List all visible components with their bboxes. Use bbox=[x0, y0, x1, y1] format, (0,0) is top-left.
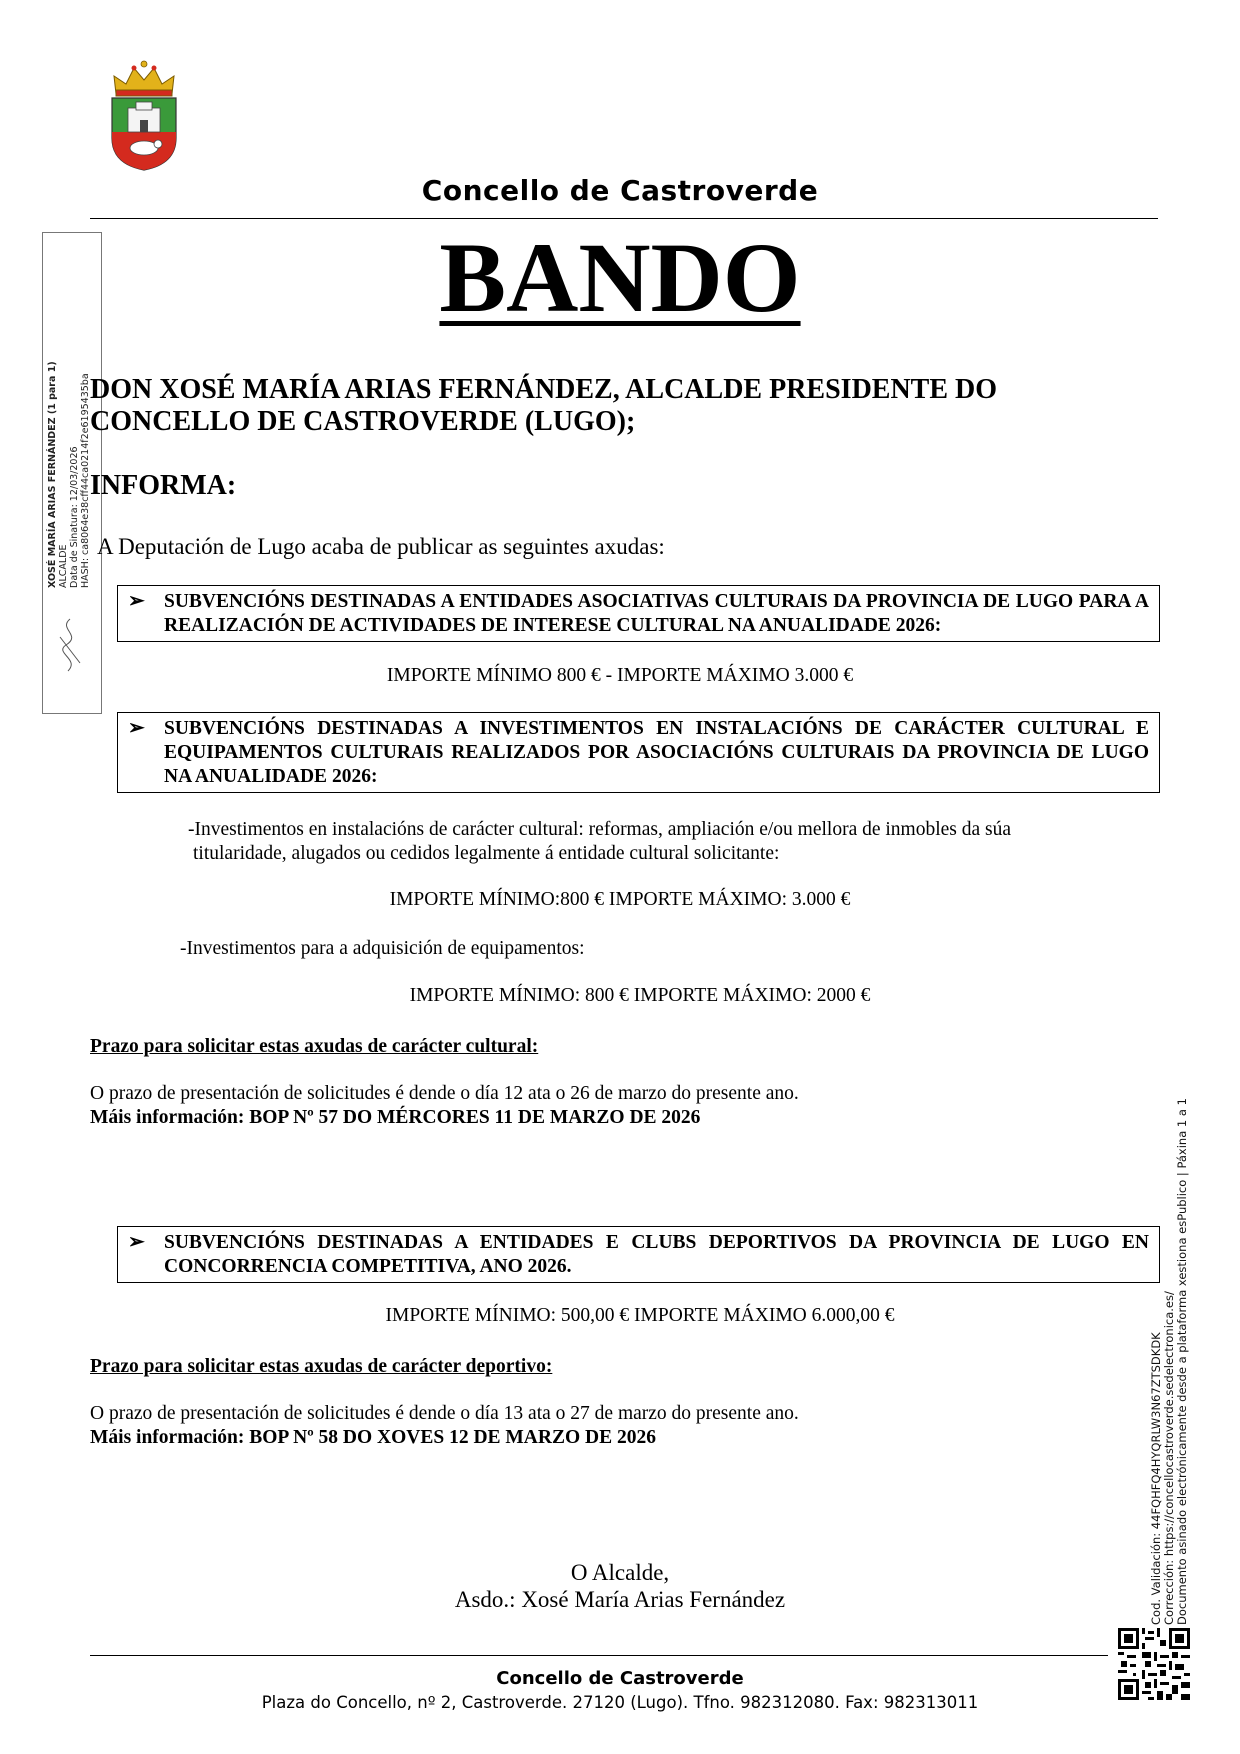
sport-deadline-text: O prazo de presentación de solicitudes é dende o día 13 ata o 27 de marzo do presente ano. bbox=[90, 1403, 799, 1424]
sport-more-info: Máis información: BOP Nº 58 DO XOVES 12 DE MARZO DE 2026 bbox=[90, 1427, 656, 1448]
subsidy-box-sports-clubs: ➢ SUBVENCIÓNS DESTINADAS A ENTIDADES E CLUBS DEPORTIVOS DA PROVINCIA DE LUGO EN CONCORRENCIA COMPETITIVA, ANO 2026. bbox=[117, 1226, 1160, 1283]
validation-metadata: Cod. Validación: 44FQHFQ4HYQRLW3N67ZTSDKDK Corrección: https://concellocastroverde.sedelectronica.es/ Documento asinado electrónicamente desde a plataforma xestiona esPublico | Páxina 1 a 1 bbox=[1149, 1098, 1189, 1625]
cultural-deadline-title: Prazo para solicitar estas axudas de carácter cultural: bbox=[90, 1036, 539, 1057]
mayor-heading: DON XOSÉ MARÍA ARIAS FERNÁNDEZ, ALCALDE PRESIDENTE DO CONCELLO DE CASTROVERDE (LUGO); bbox=[90, 374, 998, 437]
subsidy-box-cultural-activities: ➢ SUBVENCIÓNS DESTINADAS A ENTIDADES ASOCIATIVAS CULTURAIS DA PROVINCIA DE LUGO PARA A REALIZACIÓN DE ACTIVIDADES DE INTERESE CULTURAL NA ANUALIDADE 2026: bbox=[117, 585, 1160, 642]
document-title: BANDO bbox=[439, 222, 801, 333]
investment-item-text: -Investimentos para a adquisición de equipamentos: bbox=[180, 938, 585, 959]
footer-divider bbox=[90, 1655, 1108, 1656]
investment-item-text: -Investimentos en instalacións de carácter cultural: reformas, ampliación e/ou mellora de inmobles da súa bbox=[188, 819, 1012, 840]
signature-role: O Alcalde, bbox=[570, 1560, 670, 1585]
amount-line: IMPORTE MÍNIMO: 500,00 € IMPORTE MÁXIMO 6.000,00 € bbox=[385, 1305, 895, 1326]
arrow-bullet-icon: ➢ bbox=[128, 717, 145, 739]
footer-address: Plaza do Concello, nº 2, Castroverde. 27120 (Lugo). Tfno. 982312080. Fax: 982313011 bbox=[261, 1693, 979, 1712]
cultural-more-info: Máis información: BOP Nº 57 DO MÉRCORES 11 DE MARZO DE 2026 bbox=[90, 1107, 701, 1128]
cultural-deadline-text: O prazo de presentación de solicitudes é dende o día 12 ata o 26 de marzo do presente ano. bbox=[90, 1083, 799, 1104]
subsidy-box-cultural-investments: ➢ SUBVENCIÓNS DESTINADAS A INVESTIMENTOS EN INSTALACIÓNS DE CARÁCTER CULTURAL E EQUIPAMENTOS CULTURAIS REALIZADOS POR ASOCIACIÓNS CULTURAIS DA PROVINCIA DE LUGO NA ANUALIDADE 2026: bbox=[117, 712, 1160, 793]
footer-organization: Concello de Castroverde bbox=[496, 1668, 744, 1689]
organization-name: Concello de Castroverde bbox=[421, 174, 819, 207]
sport-deadline-title: Prazo para solicitar estas axudas de carácter deportivo: bbox=[90, 1356, 553, 1377]
intro-paragraph: A Deputación de Lugo acaba de publicar as seguintes axudas: bbox=[97, 534, 665, 559]
arrow-bullet-icon: ➢ bbox=[128, 590, 145, 612]
signature-name: Asdo.: Xosé María Arias Fernández bbox=[454, 1587, 786, 1612]
coat-of-arms-logo bbox=[106, 60, 182, 172]
signature-stamp-text: XOSÉ MARÍA ARIAS FERNÁNDEZ (1 para 1) ALCALDE Data de Sinatura: 12/03/2026 HASH: ca8064e38cff44ca0214f2e6195435ba bbox=[47, 361, 91, 588]
informa-heading: INFORMA: bbox=[90, 470, 237, 501]
qr-code-icon bbox=[1118, 1628, 1190, 1700]
amount-line: IMPORTE MÍNIMO:800 € IMPORTE MÁXIMO: 3.000 € bbox=[389, 889, 851, 910]
header-divider bbox=[90, 218, 1158, 219]
investment-item-text: titularidade, alugados ou cedidos legalmente á entidade cultural solicitante: bbox=[193, 843, 780, 864]
arrow-bullet-icon: ➢ bbox=[128, 1231, 145, 1253]
amount-line: IMPORTE MÍNIMO 800 € - IMPORTE MÁXIMO 3.000 € bbox=[386, 665, 854, 686]
amount-line: IMPORTE MÍNIMO: 800 € IMPORTE MÁXIMO: 2000 € bbox=[409, 985, 871, 1006]
